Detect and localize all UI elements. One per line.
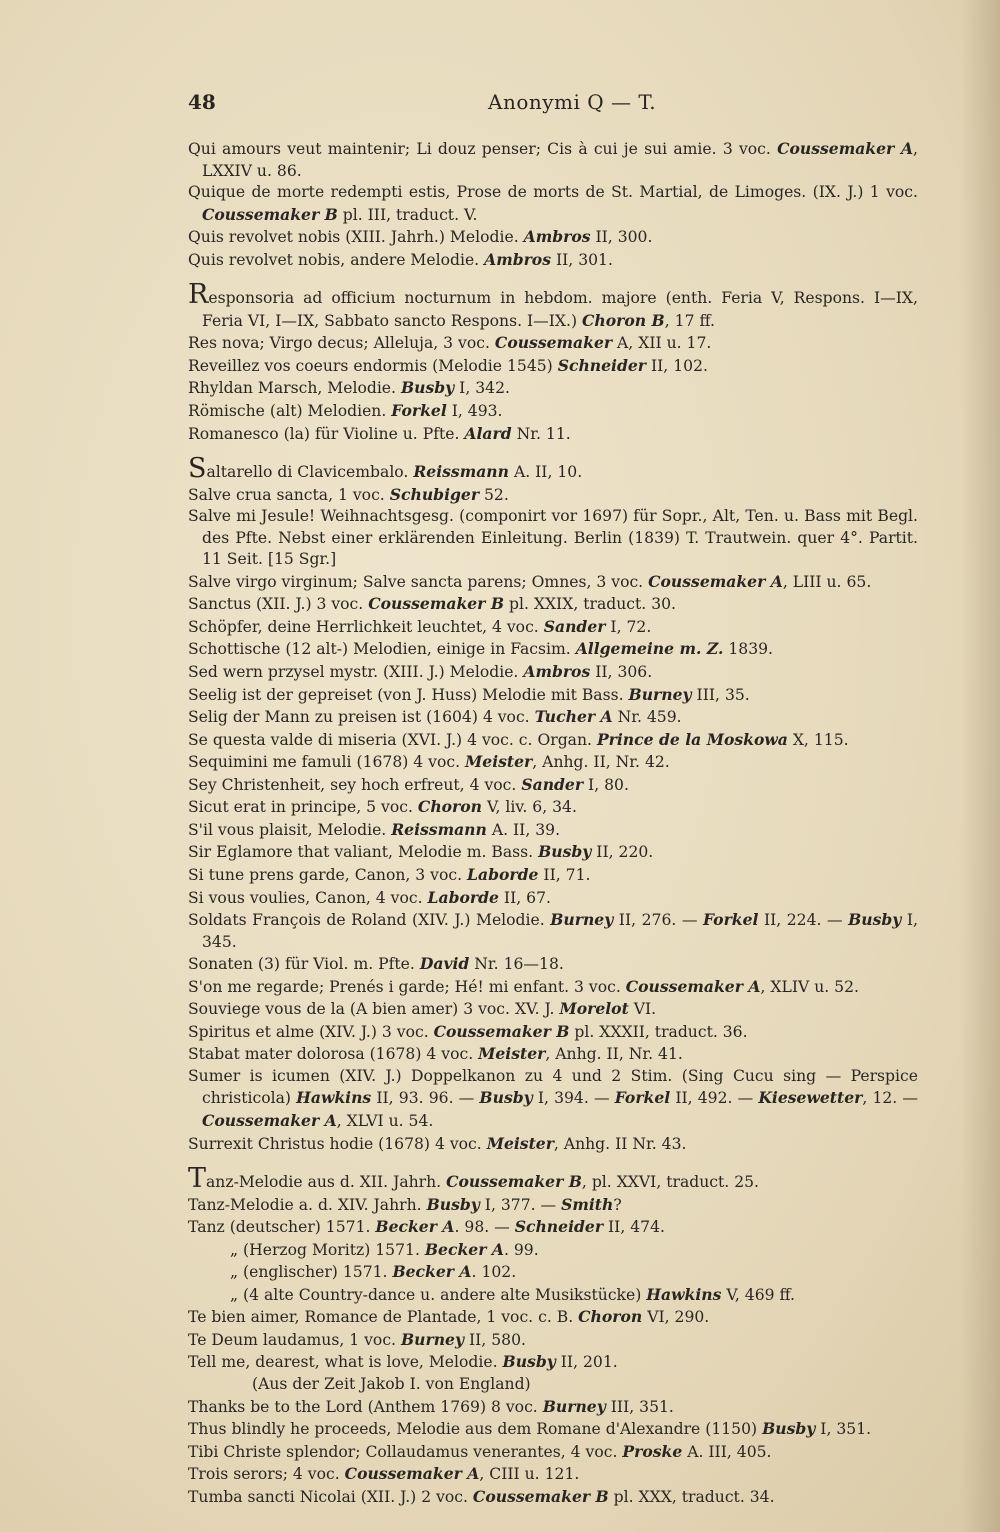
index-entry [188, 729, 918, 752]
entry-title: Salve mi Jesule! Weihnachtsgesg. (componirt vor 1697) für Sopr., Alt, Ten. u. Bass mit Begl. des Pfte. Nebst einer erklärenden Einleitung. Berlin (1839) T. Trautwein. quer 4°. Partit. 11 Seit. [15 Sgr.] [188, 507, 918, 569]
index-entry [188, 506, 918, 571]
entry-title: Sey Christenheit, sey hoch erfreut, 4 voc. [188, 775, 522, 794]
source-name: Busby [479, 1088, 533, 1108]
index-entry [188, 249, 918, 272]
entry-title: Schöpfer, deine Herrlichkeit leuchtet, 4 voc. [188, 617, 544, 636]
source-name: Choron [417, 797, 483, 817]
source-name: Coussemaker B [202, 204, 338, 224]
entry-title: Seelig ist der gepreiset (von J. Huss) Melodie mit Bass. [188, 685, 629, 704]
source-ref: , XLIV u. 52. [760, 977, 859, 996]
source-name: Forkel [702, 910, 759, 930]
source-name: Alard [464, 423, 512, 443]
source-ref: I, 72. [605, 617, 652, 636]
source-name: Busby [400, 378, 455, 398]
source-ref: VI. [628, 1000, 657, 1019]
source-name: Reissmann [391, 819, 487, 839]
source-ref: pl. XXXII, traduct. 36. [569, 1022, 748, 1041]
source-name: Burney [550, 910, 614, 930]
source-name: Laborde [467, 864, 539, 884]
page-number: 48 [188, 90, 216, 114]
source-name: Laborde [427, 887, 499, 907]
index-entry [188, 1216, 918, 1239]
section-initial: S [188, 453, 207, 485]
source-ref: II, 220. [591, 843, 654, 862]
source-ref: II, 102. [646, 356, 708, 375]
index-entry [188, 1021, 918, 1044]
entry-title: „ (englischer) 1571. [230, 1263, 393, 1282]
entry-title: Tanz (deutscher) 1571. [188, 1218, 376, 1237]
source-name: Kiesewetter [758, 1088, 863, 1108]
index-entry [188, 593, 918, 616]
index-entry [188, 706, 918, 729]
source-ref: II, 71. [538, 865, 591, 884]
entry-title: Römische (alt) Melodien. [188, 402, 392, 421]
source-name: Coussemaker B [368, 594, 505, 614]
index-entry [188, 864, 918, 887]
index-entry [188, 1351, 918, 1374]
index-entry [188, 1306, 918, 1329]
entry-title: Se questa valde di miseria (XVI. J.) 4 voc. c. Organ. [188, 730, 597, 749]
entry-title: anz-Melodie aus d. XII. Jahrh. [206, 1173, 447, 1192]
source-name: Burney [628, 684, 692, 704]
source-ref: II, 224. — [758, 911, 849, 930]
index-entry [188, 1163, 918, 1195]
source-name: Hawkins [296, 1088, 372, 1108]
entry-title: Salve crua sancta, 1 voc. [188, 485, 390, 504]
source-name: Coussemaker A [648, 571, 783, 591]
entry-title: Qui amours veut maintenir; Li douz penser; Cis à cui je sui amie. 3 voc. [188, 140, 778, 158]
source-name: Choron [578, 1307, 643, 1327]
source-ref: I, 351. [815, 1420, 872, 1439]
entry-title: Tell me, dearest, what is love, Melodie. [188, 1353, 503, 1372]
index-entry [188, 1396, 918, 1419]
entry-title: Reveillez vos coeurs endormis (Melodie 1545) [188, 356, 558, 375]
source-name: Morelot [559, 999, 629, 1019]
index-entry [188, 332, 918, 355]
running-head: Anonymi Q — T. [488, 90, 657, 114]
source-name: Burney [542, 1396, 606, 1416]
source-name: Becker A [375, 1217, 455, 1237]
entry-title: „ (4 alte Country-dance u. andere alte Musikstücke) [230, 1285, 647, 1304]
section-initial: R [188, 279, 209, 311]
index-entry [188, 355, 918, 378]
source-ref: , Anhg. II Nr. 43. [553, 1134, 687, 1153]
entry-title: Surrexit Christus hodie (1678) 4 voc. [188, 1134, 487, 1153]
source-ref: A. II, 10. [509, 463, 583, 482]
source-ref: , XLVI u. 54. [336, 1111, 434, 1130]
source-name: Forkel [391, 401, 447, 421]
index-entry [188, 887, 918, 910]
source-ref: . 102. [471, 1263, 517, 1282]
index-entry [188, 684, 918, 707]
source-ref: Nr. 11. [511, 424, 571, 443]
entry-title: Quique de morte redempti estis, Prose de morts de St. Martial, de Limoges. (IX. J.) 1 voc. [188, 183, 918, 202]
source-name: Meister [486, 1133, 554, 1153]
source-name: David [419, 954, 470, 974]
index-entry [188, 1133, 918, 1156]
source-name: Prince de la Moskowa [596, 729, 788, 749]
source-name: Meister [478, 1044, 546, 1064]
entry-title: Thus blindly he proceeds, Melodie aus dem Romane d'Alexandre (1150) [188, 1420, 763, 1439]
entry-title: Sumer is icumen (XIV. J.) Doppelkanon zu 4 und 2 Stim. (Sing Cucu sing — Perspice christicola) [188, 1066, 918, 1108]
source-ref: pl. XXIX, traduct. 30. [504, 595, 676, 614]
entry-title: Tumba sancti Nicolai (XII. J.) 2 voc. [188, 1487, 473, 1506]
index-entry [188, 1329, 918, 1352]
source-ref: II, 93. 96. — [371, 1089, 480, 1108]
entry-title: Rhyldan Marsch, Melodie. [188, 379, 401, 398]
source-ref: V, liv. 6, 34. [482, 798, 577, 817]
entry-title: Tanz-Melodie a. d. XIV. Jahrh. [188, 1195, 427, 1214]
index-entry [188, 953, 918, 976]
source-ref: A. III, 405. [682, 1442, 772, 1461]
index-entry [188, 1194, 918, 1217]
entry-title: S'il vous plaisit, Melodie. [188, 820, 392, 839]
source-name: Coussemaker A [625, 976, 761, 996]
source-name: Busby [538, 842, 592, 862]
index-entry [188, 1441, 918, 1464]
index-entry [188, 1374, 918, 1396]
source-name: Coussemaker A [202, 1110, 337, 1130]
entry-title: Sequimini me famuli (1678) 4 voc. [188, 753, 466, 772]
source-name: Allgemeine m. Z. [575, 639, 724, 659]
source-name: Burney [400, 1329, 465, 1349]
index-entry [188, 1066, 918, 1133]
entry-title: esponsoria ad officium nocturnum in hebdom. majore (enth. Feria V, Respons. I—IX, Feria VI, I—IX, Sabbato sancto Respons. I—IX.) [202, 289, 918, 330]
source-ref: Nr. 459. [612, 708, 682, 727]
source-ref: II, 306. [590, 663, 653, 682]
source-ref: , pl. XXVI, traduct. 25. [581, 1173, 759, 1192]
source-ref: II, 580. [464, 1330, 526, 1349]
index-entry [188, 1463, 918, 1486]
source-ref: II, 201. [555, 1353, 618, 1372]
entry-title: Trois serors; 4 voc. [188, 1465, 345, 1484]
source-name: Coussemaker A [344, 1464, 480, 1484]
entry-title: „ (Herzog Moritz) 1571. [230, 1240, 425, 1259]
source-name: Becker A [424, 1239, 504, 1259]
entry-title: Salve virgo virginum; Salve sancta parens; Omnes, 3 voc. [188, 572, 649, 591]
source-name: Meister [465, 752, 533, 772]
source-ref: . 99. [503, 1240, 539, 1259]
source-ref: I, 345. [202, 911, 918, 951]
source-ref: I, 394. — [532, 1089, 615, 1108]
entry-title: Schottische (12 alt-) Melodien, einige in Facsim. [188, 640, 576, 659]
entry-title: Si tune prens garde, Canon, 3 voc. [188, 865, 468, 884]
source-ref: ? [613, 1195, 622, 1214]
entry-title: Souviege vous de la (A bien amer) 3 voc. XV. J. [188, 1000, 560, 1019]
source-name: Reissmann [413, 462, 509, 482]
entry-title: Si vous voulies, Canon, 4 voc. [188, 888, 428, 907]
index-entry [188, 1486, 918, 1509]
index-entry [188, 1261, 918, 1284]
entry-title: Sed wern przysel mystr. (XIII. J.) Melodie. [188, 663, 524, 682]
entry-title: S'on me regarde; Prenés i garde; Hé! mi enfant. 3 voc. [188, 977, 626, 996]
entry-title: Tibi Christe splendor; Collaudamus venerantes, 4 voc. [188, 1442, 623, 1461]
source-name: Busby [426, 1194, 480, 1214]
source-ref: III, 351. [605, 1397, 674, 1416]
source-ref: , Anhg. II, Nr. 41. [545, 1045, 683, 1064]
section-initial: T [188, 1163, 207, 1195]
source-name: Sander [543, 616, 606, 636]
entry-title: Romanesco (la) für Violine u. Pfte. [188, 424, 465, 443]
source-ref: A, XII u. 17. [612, 334, 712, 353]
source-ref: I, 80. [583, 775, 629, 794]
source-name: Ambros [523, 227, 591, 247]
source-name: Coussemaker A [777, 139, 914, 158]
source-ref: II, 474. [603, 1218, 665, 1237]
entry-title: Quis revolvet nobis (XIII. Jahrh.) Melodie. [188, 228, 524, 247]
source-ref: II, 276. — [613, 911, 703, 930]
entry-title: altarello di Clavicembalo. [206, 463, 414, 482]
source-ref: , Anhg. II, Nr. 42. [532, 753, 670, 772]
source-ref: I, 377. — [479, 1195, 562, 1214]
index-entry [188, 751, 918, 774]
source-ref: V, 469 ff. [721, 1285, 795, 1304]
source-ref: II, 67. [498, 888, 551, 907]
source-name: Coussemaker B [472, 1486, 609, 1506]
index-entry [188, 226, 918, 249]
index-entry [188, 279, 918, 332]
source-name: Schneider [557, 355, 647, 375]
source-ref: A. II, 39. [486, 820, 561, 839]
source-ref: I, 493. [446, 402, 503, 421]
entry-title: Quis revolvet nobis, andere Melodie. [188, 250, 485, 269]
source-ref: II, 300. [590, 228, 653, 247]
source-name: Coussemaker [494, 333, 613, 353]
source-ref: 52. [479, 485, 509, 504]
entry-title: Sanctus (XII. J.) 3 voc. [188, 595, 369, 614]
index-entry [188, 774, 918, 797]
index-entry [188, 1284, 918, 1307]
index-entry [188, 976, 918, 999]
entry-title: Sonaten (3) für Viol. m. Pfte. [188, 955, 420, 974]
index-entry [188, 453, 918, 485]
source-name: Ambros [484, 249, 551, 269]
source-ref: , LIII u. 65. [782, 572, 872, 591]
index-entry [188, 571, 918, 594]
source-name: Schubiger [389, 484, 480, 504]
index-entry [188, 138, 918, 182]
entry-title: Res nova; Virgo decus; Alleluja, 3 voc. [188, 334, 495, 353]
entry-title: Sicut erat in principe, 5 voc. [188, 798, 418, 817]
source-ref: pl. XXX, traduct. 34. [608, 1487, 775, 1506]
source-name: Coussemaker B [446, 1172, 582, 1192]
entry-title: Thanks be to the Lord (Anthem 1769) 8 voc. [188, 1397, 543, 1416]
source-ref: Nr. 16—18. [469, 955, 564, 974]
source-name: Tucher A [534, 707, 613, 727]
index-entry [188, 400, 918, 423]
index-entry [188, 1043, 918, 1066]
entry-title: Te Deum laudamus, 1 voc. [188, 1330, 401, 1349]
source-name: Hawkins [646, 1284, 722, 1304]
source-ref: , LXXIV u. 86. [202, 140, 919, 180]
entry-title: Stabat mater dolorosa (1678) 4 voc. [188, 1045, 479, 1064]
entry-title: (Aus der Zeit Jakob I. von England) [252, 1374, 531, 1393]
source-name: Forkel [614, 1088, 671, 1108]
index-entry [188, 909, 918, 953]
source-ref: III, 35. [691, 685, 750, 704]
source-ref: X, 115. [787, 730, 849, 749]
index-entry [188, 423, 918, 446]
entry-title: Soldats François de Roland (XIV. J.) Melodie. [188, 911, 551, 930]
source-name: Becker A [392, 1262, 472, 1282]
index-entry [188, 841, 918, 864]
index-entry [188, 377, 918, 400]
source-ref: pl. III, traduct. V. [337, 205, 478, 224]
index-entry [188, 616, 918, 639]
entry-title: Te bien aimer, Romance de Plantade, 1 voc. c. B. [188, 1308, 579, 1327]
source-ref: II, 492. — [670, 1089, 759, 1108]
entry-title: Selig der Mann zu preisen ist (1604) 4 voc. [188, 708, 535, 727]
index-entry [188, 638, 918, 661]
source-name: Busby [848, 910, 902, 930]
source-name: Smith [561, 1194, 614, 1214]
source-ref: . 98. — [454, 1218, 515, 1237]
page-header [188, 90, 918, 120]
source-ref: , 12. — [862, 1089, 918, 1108]
page-edge-shadow [960, 0, 1000, 1532]
entry-title: Spiritus et alme (XIV. J.) 3 voc. [188, 1022, 434, 1041]
index-body [188, 138, 918, 1508]
index-entry [188, 1239, 918, 1262]
source-ref: I, 342. [454, 379, 510, 398]
entry-title: Sir Eglamore that valiant, Melodie m. Bass. [188, 843, 539, 862]
index-entry [188, 1418, 918, 1441]
source-name: Proske [622, 1441, 683, 1461]
index-entry [188, 182, 918, 226]
source-name: Coussemaker B [433, 1021, 570, 1041]
source-name: Schneider [514, 1217, 604, 1237]
source-name: Choron B [582, 310, 665, 330]
source-ref: VI, 290. [642, 1308, 710, 1327]
index-entry [188, 484, 918, 507]
index-entry [188, 796, 918, 819]
source-ref: , 17 ff. [664, 311, 715, 330]
source-name: Busby [762, 1419, 816, 1439]
index-entry [188, 661, 918, 684]
index-entry [188, 819, 918, 842]
source-name: Sander [521, 774, 584, 794]
source-ref: , CIII u. 121. [479, 1465, 580, 1484]
source-name: Busby [502, 1352, 556, 1372]
source-name: Ambros [523, 662, 591, 682]
source-ref: II, 301. [551, 250, 613, 269]
index-entry [188, 998, 918, 1021]
source-ref: 1839. [723, 640, 773, 659]
